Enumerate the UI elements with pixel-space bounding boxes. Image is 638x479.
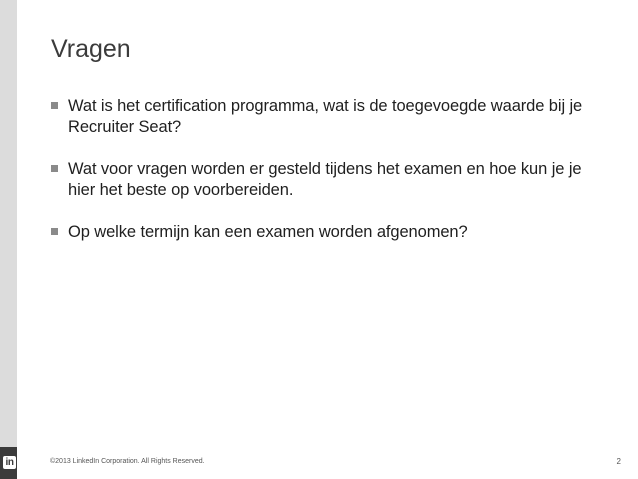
bullet-text-2: Wat voor vragen worden er gesteld tijdens het examen en hoe kun je je hier het beste op voorbereiden. (68, 160, 582, 199)
linkedin-logo-text: in (5, 457, 14, 468)
page-number: 2 (616, 457, 621, 466)
square-bullet-icon (51, 165, 58, 172)
linkedin-logo-icon (3, 456, 16, 469)
copyright-footer: ©2013 LinkedIn Corporation. All Rights Reserved. (50, 458, 205, 465)
bullet-item-3 (50, 222, 610, 243)
bullet-text-1: Wat is het certification programma, wat is de toegevoegde waarde bij je Recruiter Seat? (68, 97, 583, 136)
bullet-list (50, 96, 610, 264)
bullet-text-3: Op welke termijn kan een examen worden afgenomen? (68, 223, 468, 241)
bullet-item-2 (50, 159, 610, 201)
bullet-item-1 (50, 96, 610, 138)
square-bullet-icon (51, 228, 58, 235)
slide-title: Vragen (51, 35, 131, 63)
left-side-bar (0, 0, 17, 479)
square-bullet-icon (51, 102, 58, 109)
